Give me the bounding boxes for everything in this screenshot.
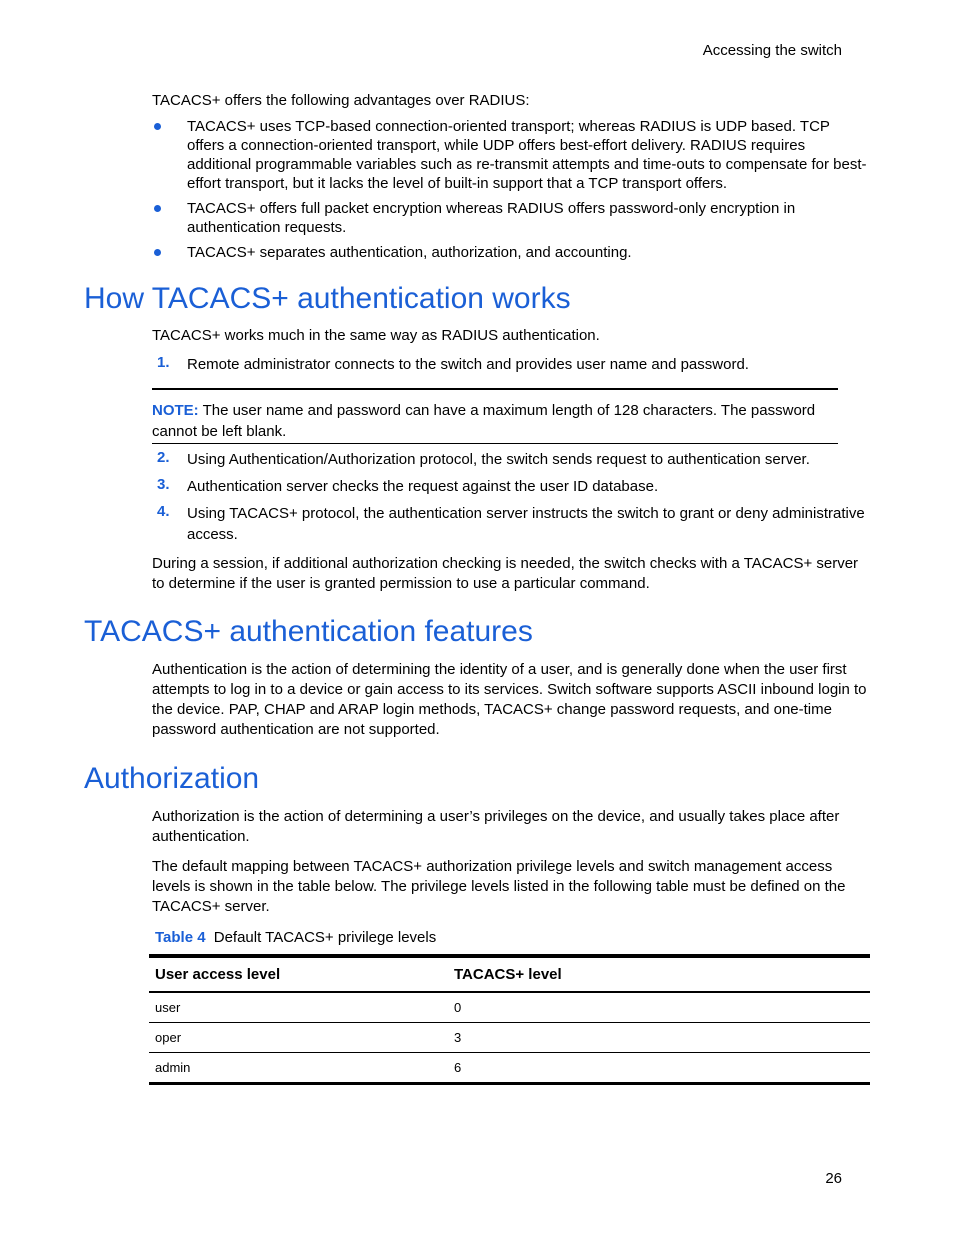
heading-auth-features: TACACS+ authentication features (84, 615, 533, 648)
authorization-paragraph-1: Authorization is the action of determining a user’s privileges on the device, and usually takes place after authentication. (152, 808, 840, 845)
authorization-paragraph-2: The default mapping between TACACS+ authorization privilege levels and switch management access levels is shown in the table below. The privilege levels listed in the following table must be defined on the TACACS+ server. (152, 858, 846, 915)
step-4 (152, 503, 867, 545)
how-intro: TACACS+ works much in the same way as RADIUS authentication. (152, 327, 600, 344)
step-number: 2. (157, 449, 170, 466)
running-header: Accessing the switch (702, 42, 842, 59)
step-number: 4. (157, 503, 170, 520)
note-text: The user name and password can have a maximum length of 128 characters. The password cannot be left blank. (152, 402, 816, 440)
list-item: TACACS+ uses TCP-based connection-oriented transport; whereas RADIUS is UDP based. TCP offers a connection-oriented transport, while UDP offers best-effort delivery. RADIUS requires additional programmable variables such as re-transmit attempts and time-outs to compensate for best-effort transport, but it lacks the level of built-in support that a TCP transport offers. (152, 117, 867, 193)
table-caption (155, 929, 436, 946)
table-header-row (149, 956, 870, 992)
step-2 (152, 449, 867, 470)
step-1 (152, 354, 867, 375)
step-number: 3. (157, 476, 170, 493)
privilege-levels-table (149, 954, 870, 1085)
note-box (152, 388, 838, 444)
step-number: 1. (157, 354, 170, 371)
step-text: Using TACACS+ protocol, the authentication server instructs the switch to grant or deny administrative access. (187, 505, 865, 543)
table-row (149, 1053, 870, 1084)
table-row (149, 1023, 870, 1053)
list-item: TACACS+ offers full packet encryption whereas RADIUS offers password-only encryption in authentication requests. (152, 199, 867, 237)
intro-paragraph: TACACS+ offers the following advantages over RADIUS: (152, 92, 530, 109)
advantages-list (152, 117, 867, 268)
bullet-icon (154, 205, 161, 212)
features-paragraph: Authentication is the action of determining the identity of a user, and is generally done when the user first attempts to log in to a device or gain access to its services. Switch software supports ASCII inbound login to the device. PAP, CHAP and ARAP login methods, TACACS+ change password requests, and one-time password authentication are not supported. (152, 661, 867, 738)
step-text: Remote administrator connects to the switch and provides user name and password. (187, 356, 749, 373)
heading-how-tacacs-works: How TACACS+ authentication works (84, 282, 571, 315)
step-text: Authentication server checks the request against the user ID database. (187, 478, 659, 495)
step-3 (152, 476, 867, 497)
table-cell: admin (149, 1053, 448, 1084)
table-caption-text: Default TACACS+ privilege levels (213, 929, 437, 946)
table-cell: user (149, 992, 448, 1023)
table-cell: 6 (448, 1053, 870, 1084)
column-header: User access level (149, 956, 448, 992)
table-cell: oper (149, 1023, 448, 1053)
bullet-icon (154, 123, 161, 130)
how-closing: During a session, if additional authorization checking is needed, the switch checks with a TACACS+ server to determine if the user is granted permission to use a particular command. (152, 555, 859, 592)
table-cell: 0 (448, 992, 870, 1023)
heading-authorization: Authorization (84, 762, 260, 795)
bullet-icon (154, 249, 161, 256)
table-label: Table 4 (155, 929, 206, 946)
note-label: NOTE: (152, 402, 199, 419)
list-item: TACACS+ separates authentication, authorization, and accounting. (152, 243, 867, 262)
table-row (149, 992, 870, 1023)
step-text: Using Authentication/Authorization protocol, the switch sends request to authentication server. (187, 451, 810, 468)
table-cell: 3 (448, 1023, 870, 1053)
column-header: TACACS+ level (448, 956, 870, 992)
page-number: 26 (825, 1170, 842, 1187)
